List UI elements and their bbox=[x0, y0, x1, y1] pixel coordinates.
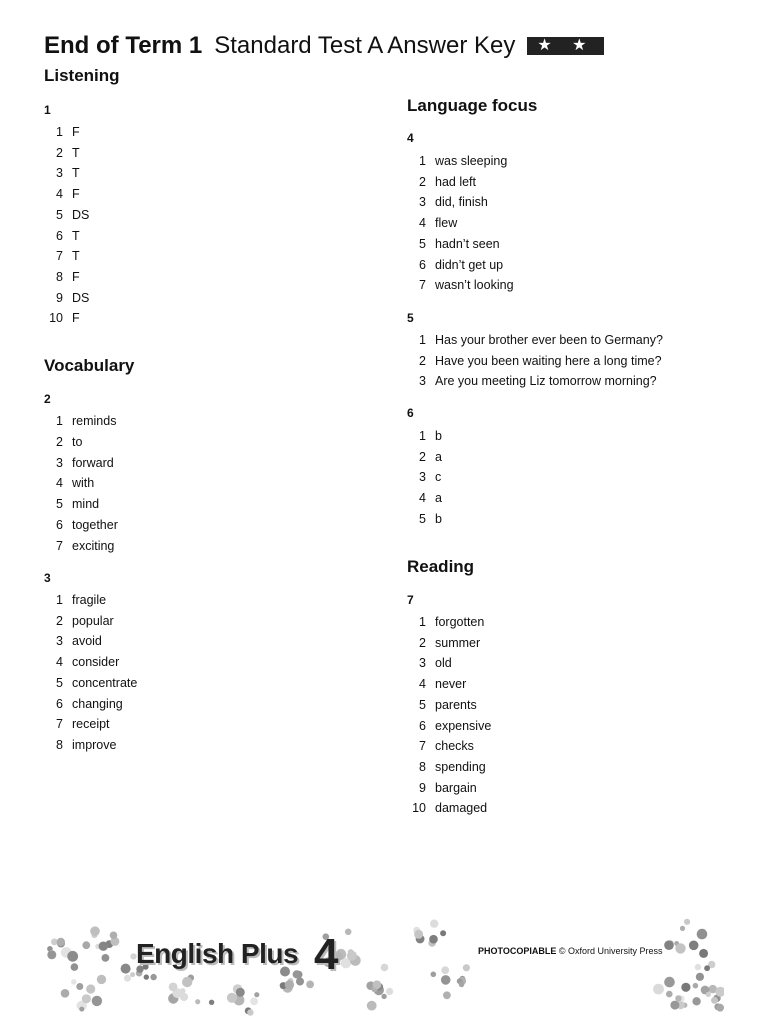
answer-item bbox=[407, 512, 442, 526]
answer-number: 4 bbox=[56, 476, 63, 491]
answer-number: 3 bbox=[56, 455, 63, 470]
pattern-dot bbox=[670, 1001, 679, 1010]
answer-text: a bbox=[435, 449, 442, 464]
title-bold: End of Term 1 bbox=[44, 32, 203, 59]
answer-number: 3 bbox=[419, 470, 426, 485]
answer-text: together bbox=[72, 518, 118, 532]
question-number-6: 6 bbox=[407, 406, 414, 420]
answer-number: 4 bbox=[419, 677, 426, 692]
pattern-dot bbox=[92, 996, 102, 1006]
pattern-dot bbox=[367, 1001, 377, 1011]
pattern-dot bbox=[653, 984, 664, 995]
answer-item bbox=[44, 476, 94, 490]
answer-item bbox=[407, 739, 474, 753]
pattern-dot bbox=[47, 950, 56, 959]
pattern-dot bbox=[429, 935, 438, 944]
pattern-dot bbox=[130, 972, 135, 977]
pattern-dot bbox=[711, 997, 718, 1004]
pattern-dot bbox=[675, 943, 685, 953]
answer-number: 9 bbox=[419, 780, 426, 795]
answer-item bbox=[407, 636, 480, 650]
answer-text: exciting bbox=[72, 538, 115, 553]
answer-number: 2 bbox=[56, 613, 63, 628]
pattern-dot bbox=[61, 989, 70, 998]
pattern-dot bbox=[704, 965, 710, 971]
pattern-dot bbox=[430, 920, 438, 928]
pattern-dot bbox=[124, 975, 131, 982]
answer-number: 10 bbox=[49, 311, 63, 326]
question-number-5: 5 bbox=[407, 311, 414, 325]
answer-number: 1 bbox=[56, 593, 63, 607]
pattern-dot bbox=[386, 988, 393, 995]
answer-text: wasn’t looking bbox=[435, 278, 514, 293]
pattern-dot bbox=[697, 929, 708, 940]
pattern-dot bbox=[666, 991, 673, 998]
pattern-dot bbox=[689, 941, 699, 951]
answer-item bbox=[44, 229, 80, 243]
answer-text: F bbox=[72, 311, 80, 326]
answer-item bbox=[44, 125, 80, 139]
answer-text: F bbox=[72, 125, 80, 139]
pattern-dot bbox=[443, 991, 451, 999]
answer-number: 6 bbox=[56, 518, 63, 532]
question-number-1: 1 bbox=[44, 103, 51, 117]
photocopiable-label: PHOTOCOPIABLE bbox=[478, 946, 557, 956]
answer-text: Are you meeting Liz tomorrow morning? bbox=[435, 374, 657, 389]
answer-item bbox=[407, 154, 507, 168]
title-rest: Standard Test A Answer Key bbox=[214, 32, 516, 59]
answer-item bbox=[44, 208, 89, 222]
answer-item bbox=[44, 291, 89, 305]
answer-text: reminds bbox=[72, 414, 117, 428]
answer-text: summer bbox=[435, 635, 481, 650]
answer-number: 1 bbox=[419, 429, 426, 443]
pattern-dot bbox=[681, 983, 690, 992]
pattern-dot bbox=[150, 974, 156, 980]
answer-item bbox=[407, 374, 657, 388]
section-title-language-focus: Language focus bbox=[407, 96, 538, 115]
answer-number: 2 bbox=[56, 145, 63, 160]
pattern-dot bbox=[664, 940, 674, 950]
answer-item bbox=[44, 497, 99, 511]
answer-text: a bbox=[435, 491, 442, 506]
answer-number: 8 bbox=[56, 269, 63, 284]
answer-number: 1 bbox=[419, 615, 426, 629]
answer-item bbox=[44, 414, 116, 428]
answer-number: 1 bbox=[56, 414, 63, 428]
answer-item bbox=[407, 615, 484, 629]
answer-number: 1 bbox=[56, 125, 63, 139]
answer-item bbox=[44, 311, 80, 325]
answer-text: was sleeping bbox=[435, 154, 508, 168]
answer-number: 5 bbox=[419, 697, 426, 712]
pattern-dot bbox=[431, 972, 437, 978]
answer-number: 3 bbox=[56, 166, 63, 181]
answer-item bbox=[44, 249, 80, 263]
pattern-dot bbox=[706, 992, 711, 997]
answer-number: 4 bbox=[56, 655, 63, 670]
answer-number: 7 bbox=[56, 717, 63, 732]
brand-logo-text: English Plus bbox=[136, 938, 299, 969]
pattern-dot bbox=[90, 926, 100, 936]
answer-item bbox=[44, 614, 114, 628]
answer-number: 2 bbox=[56, 434, 63, 449]
answer-item bbox=[407, 195, 488, 209]
answer-number: 1 bbox=[419, 333, 426, 347]
answer-number: 6 bbox=[56, 696, 63, 711]
answer-number: 3 bbox=[419, 374, 426, 389]
answer-number: 7 bbox=[419, 278, 426, 293]
pattern-dot bbox=[693, 983, 699, 989]
answer-text: F bbox=[72, 187, 80, 202]
answer-number: 4 bbox=[419, 491, 426, 506]
answer-number: 5 bbox=[56, 675, 63, 690]
answer-number: 5 bbox=[419, 511, 426, 526]
answer-text: old bbox=[435, 656, 452, 671]
answer-text: mind bbox=[72, 497, 100, 512]
answer-item bbox=[407, 760, 486, 774]
answer-item bbox=[44, 435, 82, 449]
pattern-dot bbox=[247, 1009, 253, 1015]
answer-number: 8 bbox=[56, 737, 63, 752]
answer-text: checks bbox=[435, 739, 474, 754]
answer-text: DS bbox=[72, 290, 90, 305]
answer-text: T bbox=[72, 249, 80, 264]
pattern-dot bbox=[110, 932, 118, 940]
answer-item bbox=[44, 146, 80, 160]
section-title-vocabulary: Vocabulary bbox=[44, 356, 135, 375]
answer-number: 6 bbox=[56, 228, 63, 243]
pattern-dot bbox=[441, 966, 449, 974]
pattern-dot bbox=[79, 1007, 84, 1012]
pattern-dot bbox=[440, 930, 446, 936]
pattern-dot bbox=[71, 963, 79, 971]
answer-text: didn’t get up bbox=[435, 257, 504, 272]
answer-number: 5 bbox=[56, 207, 63, 222]
answer-text: T bbox=[72, 166, 80, 181]
section-title-reading: Reading bbox=[407, 557, 475, 576]
pattern-dot bbox=[293, 970, 301, 978]
section-title-listening: Listening bbox=[44, 66, 120, 85]
answer-text: flew bbox=[435, 216, 458, 231]
answer-text: F bbox=[72, 269, 80, 284]
answer-text: bargain bbox=[435, 780, 477, 795]
answer-item bbox=[44, 655, 119, 669]
pattern-dot bbox=[236, 988, 245, 997]
pattern-dot bbox=[675, 995, 681, 1001]
page-header bbox=[44, 32, 744, 64]
answer-text: c bbox=[435, 470, 442, 485]
pattern-dot bbox=[227, 993, 237, 1003]
answer-text: Have you been waiting here a long time? bbox=[435, 353, 662, 368]
pattern-dot bbox=[254, 992, 259, 997]
pattern-dot bbox=[57, 938, 65, 946]
answer-item bbox=[407, 491, 442, 505]
answer-text: damaged bbox=[435, 801, 488, 816]
answer-number: 4 bbox=[56, 187, 63, 202]
answer-text: hadn’t seen bbox=[435, 236, 500, 251]
pattern-dot bbox=[696, 973, 704, 981]
answer-item bbox=[407, 719, 491, 733]
answer-text: b bbox=[435, 429, 442, 443]
answer-text: concentrate bbox=[72, 675, 138, 690]
pattern-dot bbox=[195, 999, 200, 1004]
pattern-dot bbox=[716, 1004, 724, 1012]
answer-item bbox=[407, 333, 663, 347]
answer-text: had left bbox=[435, 174, 477, 189]
pattern-dot bbox=[209, 1000, 214, 1005]
answer-text: changing bbox=[72, 696, 123, 711]
pattern-dot bbox=[97, 975, 106, 984]
pattern-dot bbox=[347, 951, 357, 961]
pattern-dot bbox=[699, 949, 708, 958]
answer-number: 2 bbox=[419, 635, 426, 650]
question-number-7: 7 bbox=[407, 593, 414, 607]
answer-number: 2 bbox=[419, 174, 426, 189]
answer-item bbox=[407, 175, 476, 189]
answer-text: popular bbox=[72, 613, 114, 628]
pattern-dot bbox=[182, 977, 192, 987]
pattern-dot bbox=[695, 964, 701, 970]
answer-item bbox=[44, 634, 102, 648]
answer-text: parents bbox=[435, 697, 477, 712]
answer-text: T bbox=[72, 228, 80, 243]
pattern-dot bbox=[296, 978, 304, 986]
pattern-dot bbox=[306, 981, 314, 989]
answer-item bbox=[407, 656, 452, 670]
answer-number: 6 bbox=[419, 718, 426, 733]
answer-number: 7 bbox=[56, 249, 63, 264]
answer-text: improve bbox=[72, 737, 117, 752]
answer-item bbox=[407, 354, 662, 368]
answer-number: 10 bbox=[412, 801, 426, 816]
question-number-3: 3 bbox=[44, 571, 51, 585]
answer-item bbox=[44, 676, 137, 690]
answer-number: 3 bbox=[419, 656, 426, 671]
answer-item bbox=[407, 677, 466, 691]
pattern-dot bbox=[381, 994, 386, 999]
answer-number: 3 bbox=[419, 195, 426, 210]
answer-number: 4 bbox=[419, 216, 426, 231]
answer-item bbox=[407, 781, 477, 795]
pattern-dot bbox=[102, 954, 110, 962]
pattern-dot bbox=[684, 919, 690, 925]
answer-text: with bbox=[72, 476, 95, 491]
pattern-dot bbox=[664, 977, 675, 988]
answer-item bbox=[44, 593, 106, 607]
answer-item bbox=[407, 429, 442, 443]
answer-item bbox=[407, 801, 487, 815]
answer-text: T bbox=[72, 145, 80, 160]
pattern-dot bbox=[67, 951, 78, 962]
answer-item bbox=[44, 456, 114, 470]
answer-item bbox=[407, 258, 503, 272]
answer-item bbox=[44, 717, 110, 731]
answer-number: 9 bbox=[56, 290, 63, 305]
answer-text: receipt bbox=[72, 717, 110, 732]
answer-item bbox=[44, 166, 80, 180]
answer-number: 2 bbox=[419, 449, 426, 464]
answer-item bbox=[407, 237, 500, 251]
answer-text: expensive bbox=[435, 718, 492, 733]
answer-item bbox=[407, 470, 441, 484]
answer-number: 6 bbox=[419, 257, 426, 272]
answer-text: Has your brother ever been to Germany? bbox=[435, 333, 663, 347]
answer-item bbox=[44, 270, 80, 284]
difficulty-stars-badge: ★ ★ bbox=[527, 37, 604, 55]
answer-text: did, finish bbox=[435, 195, 488, 210]
answer-item bbox=[407, 216, 457, 230]
pattern-dot bbox=[692, 997, 700, 1005]
answer-number: 2 bbox=[419, 353, 426, 368]
answer-text: never bbox=[435, 677, 467, 692]
pattern-dot bbox=[169, 983, 178, 992]
answer-text: forgotten bbox=[435, 615, 485, 629]
answer-number: 5 bbox=[419, 236, 426, 251]
question-number-4: 4 bbox=[407, 131, 414, 145]
pattern-dot bbox=[463, 964, 470, 971]
answer-number: 3 bbox=[56, 634, 63, 649]
pattern-dot bbox=[441, 975, 451, 985]
answer-item bbox=[44, 738, 116, 752]
pattern-dot bbox=[459, 982, 465, 988]
answer-text: spending bbox=[435, 759, 486, 774]
pattern-dot bbox=[381, 964, 389, 972]
pattern-dot bbox=[82, 941, 90, 949]
answer-text: consider bbox=[72, 655, 120, 670]
pattern-dot bbox=[250, 998, 258, 1006]
pattern-dot bbox=[144, 974, 149, 979]
pattern-dot bbox=[285, 980, 294, 989]
question-number-2: 2 bbox=[44, 392, 51, 406]
answer-text: DS bbox=[72, 207, 90, 222]
answer-number: 8 bbox=[419, 759, 426, 774]
answer-number: 1 bbox=[419, 154, 426, 168]
answer-number: 7 bbox=[419, 739, 426, 754]
answer-text: b bbox=[435, 511, 442, 526]
footer-banner bbox=[44, 918, 724, 1018]
copyright-text: © Oxford University Press bbox=[558, 946, 663, 956]
answer-item bbox=[44, 187, 80, 201]
answer-number: 7 bbox=[56, 538, 63, 553]
answer-item bbox=[407, 450, 442, 464]
pattern-dot bbox=[71, 979, 77, 985]
pattern-dot bbox=[86, 984, 95, 993]
answer-item bbox=[44, 518, 118, 532]
answer-item bbox=[44, 697, 123, 711]
answer-item bbox=[407, 698, 477, 712]
answer-item bbox=[44, 539, 114, 553]
brand-logo-number: 4 bbox=[314, 930, 339, 979]
photocopiable-notice bbox=[478, 946, 663, 956]
answer-text: avoid bbox=[72, 634, 102, 649]
answer-item bbox=[407, 278, 514, 292]
answer-text: forward bbox=[72, 455, 114, 470]
pattern-dot bbox=[680, 926, 685, 931]
pattern-dot bbox=[76, 983, 83, 990]
pattern-dot bbox=[345, 929, 352, 936]
pattern-dot bbox=[414, 930, 423, 939]
pattern-dot bbox=[373, 980, 382, 989]
answer-text: to bbox=[72, 434, 83, 449]
pattern-dot bbox=[121, 964, 131, 974]
answer-text: fragile bbox=[72, 593, 107, 607]
pattern-dot bbox=[99, 942, 108, 951]
pattern-dot bbox=[82, 994, 91, 1003]
answer-number: 5 bbox=[56, 497, 63, 512]
